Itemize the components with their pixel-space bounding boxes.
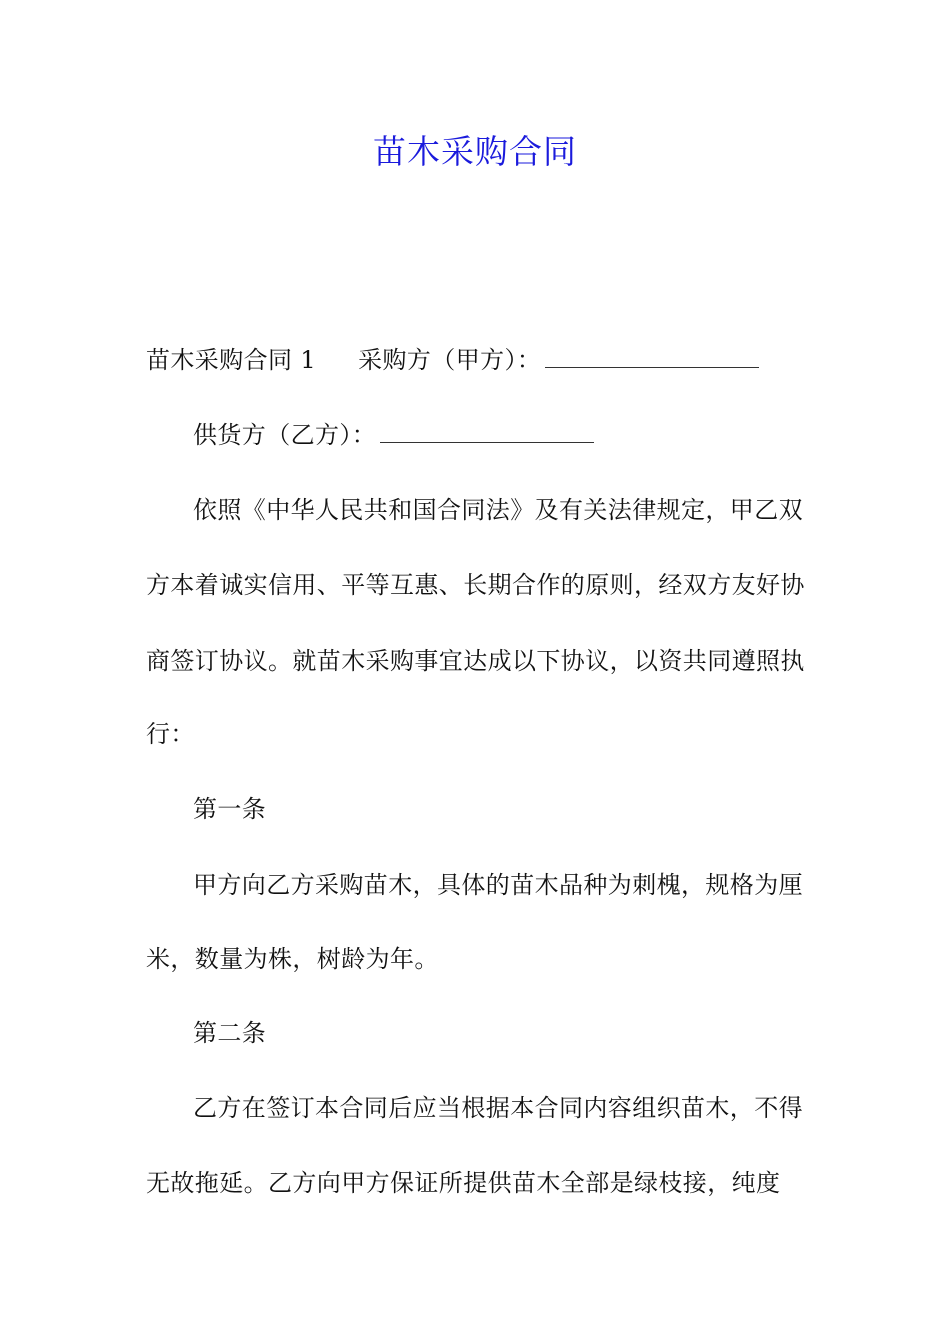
buyer-blank-field[interactable] bbox=[545, 345, 759, 368]
buyer-label: 采购方（甲方）： bbox=[358, 346, 542, 374]
article-heading: 第二条 bbox=[193, 1019, 267, 1047]
paragraph-line: 乙方在签订本合同后应当根据本合同内容组织苗木，不得 bbox=[193, 1094, 803, 1122]
article-heading: 第一条 bbox=[193, 795, 267, 823]
paragraph-line: 行： bbox=[146, 720, 195, 748]
document-title: 苗木采购合同 bbox=[373, 132, 577, 171]
contract-number-label: 苗木采购合同 1 bbox=[146, 346, 317, 374]
paragraph-line: 商签订协议。就苗木采购事宜达成以下协议，以资共同遵照执 bbox=[146, 647, 805, 675]
supplier-line bbox=[193, 417, 853, 453]
contract-heading-line bbox=[146, 342, 806, 378]
paragraph-line: 依照《中华人民共和国合同法》及有关法律规定，甲乙双 bbox=[193, 496, 803, 524]
paragraph-line: 米，数量为株，树龄为年。 bbox=[146, 945, 439, 973]
paragraph-line: 甲方向乙方采购苗木，具体的苗木品种为刺槐，规格为厘 bbox=[193, 871, 803, 899]
supplier-blank-field[interactable] bbox=[380, 420, 594, 443]
paragraph-line: 方本着诚实信用、平等互惠、长期合作的原则，经双方友好协 bbox=[146, 571, 805, 599]
paragraph-line: 无故拖延。乙方向甲方保证所提供苗木全部是绿枝接，纯度 bbox=[146, 1169, 781, 1197]
supplier-label: 供货方（乙方）： bbox=[193, 421, 377, 449]
